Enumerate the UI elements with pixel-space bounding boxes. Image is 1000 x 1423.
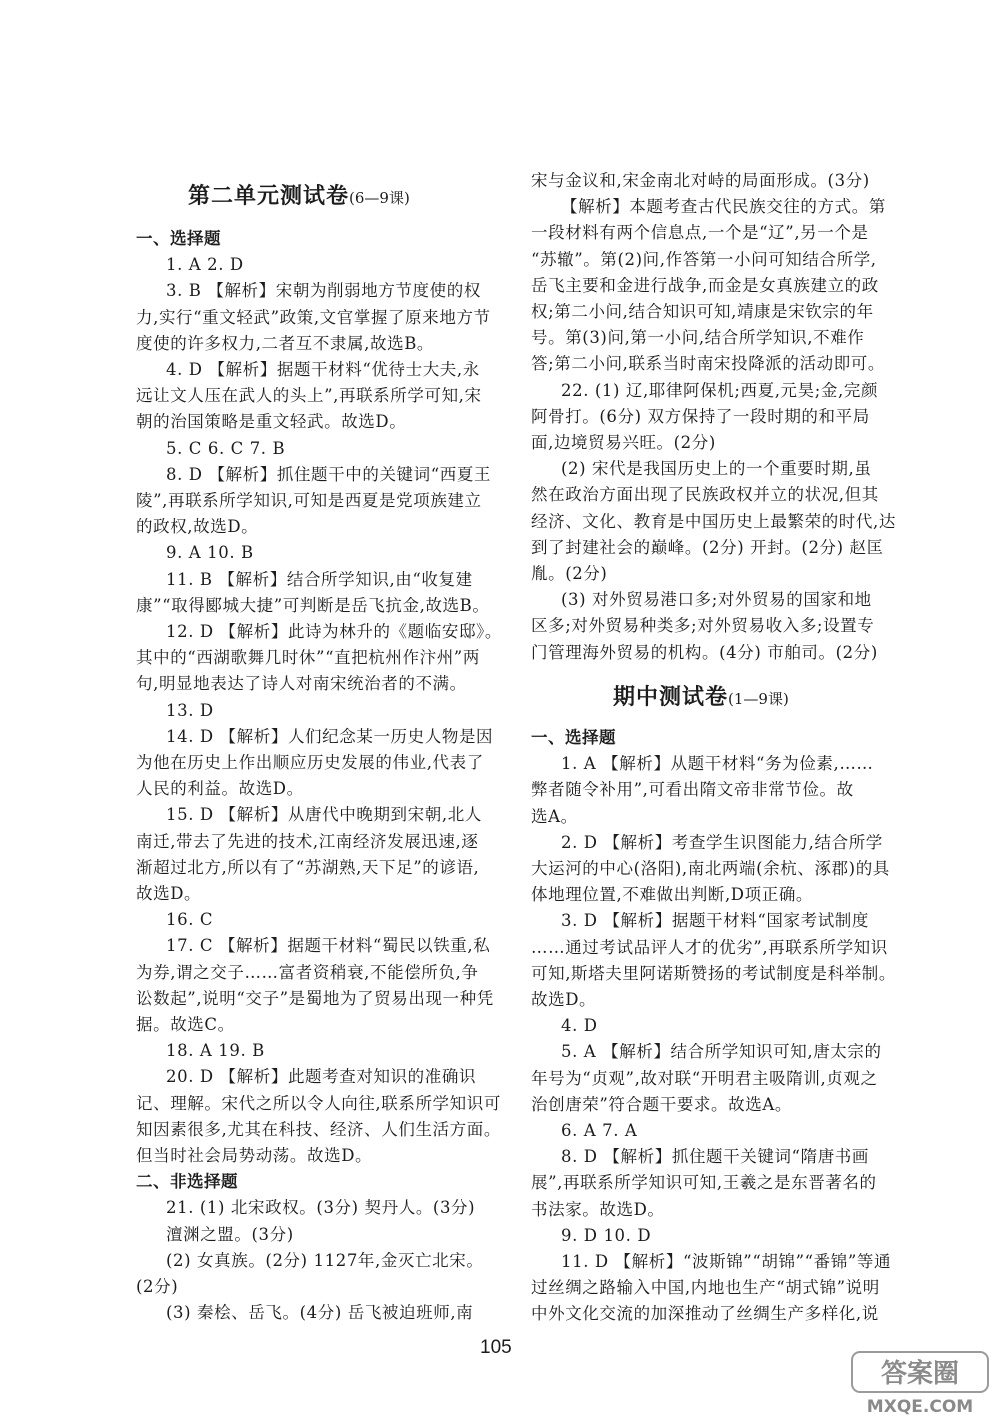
answer-line: 据。故选C。 <box>136 1015 235 1034</box>
answer-line: “苏辙”。第(2)问,作答第一小问可知结合所学, <box>531 249 877 269</box>
answer-line: (2) 女真族。(2分) 1127年,金灭亡北宋。 <box>166 1250 484 1270</box>
section-heading: 一、选择题 <box>136 229 221 248</box>
answer-line: 年号为“贞观”,故对联“开明君主吸隋训,贞观之 <box>531 1068 878 1088</box>
answer-line: 远让文人压在武人的头上”,再联系所学可知,宋 <box>136 386 482 406</box>
answer-line: 经济、文化、教育是中国历史上最繁荣的时代,达 <box>531 511 896 531</box>
answer-line: 14. D 【解析】人们纪念某一历史人物是因 <box>166 726 494 746</box>
answer-line: 号。第(3)问,第一小问,结合所学知识,不难作 <box>531 328 865 348</box>
answer-line: 权;第二小问,结合知识可知,靖康是宋钦宗的年 <box>531 302 874 321</box>
section-heading: 一、选择题 <box>531 728 616 747</box>
unit-test-title-sub: (6—9课) <box>349 189 410 207</box>
answer-line: 22. (1) 辽,耶律阿保机;西夏,元昊;金,完颜 <box>561 380 879 400</box>
answer-line: 12. D 【解析】此诗为林升的《题临安邸》。 <box>166 622 503 641</box>
watermark-top-text: 答案圈 <box>880 1359 960 1389</box>
answer-line: 18. A 19. B <box>166 1041 265 1061</box>
section-heading: 二、非选择题 <box>136 1172 238 1192</box>
answer-line: 3. D 【解析】据题干材料“国家考试制度 <box>561 911 869 931</box>
answer-line: 然在政治方面出现了民族政权并立的状况,但其 <box>531 485 879 505</box>
answer-line: 11. D 【解析】“波斯锦”“胡锦”“番锦”等通 <box>561 1252 892 1271</box>
answer-line: 中外文化交流的加深推动了丝绸生产多样化,说 <box>531 1304 879 1324</box>
answer-line: 康”“取得郾城大捷”可判断是岳飞抗金,故选B。 <box>136 595 490 615</box>
answer-line: 治创唐荣”符合题干要求。故选A。 <box>531 1094 792 1114</box>
answer-line: 陵”,再联系所学知识,可知是西夏是党项族建立 <box>136 491 482 510</box>
page-number: 105 <box>480 1337 512 1358</box>
midterm-test-title-main: 期中测试卷 <box>613 685 729 710</box>
answer-line: 宋与金议和,宋金南北对峙的局面形成。(3分) <box>531 171 870 190</box>
answer-line: 的政权,故选D。 <box>136 517 259 537</box>
answer-line: (3) 对外贸易港口多;对外贸易的国家和地 <box>561 590 872 610</box>
answer-line: 21. (1) 北宋政权。(3分) 契丹人。(3分) <box>166 1198 476 1218</box>
answer-line: 11. B 【解析】结合所学知识,由“收复建 <box>166 569 473 589</box>
answer-line: 20. D 【解析】此题考查对知识的准确识 <box>166 1067 477 1087</box>
answer-line: 答;第二小问,联系当时南宋投降派的活动即可。 <box>531 354 886 374</box>
answer-line: 故选D。 <box>531 990 597 1009</box>
answer-line: 朝的治国策略是重文轻武。故选D。 <box>136 412 407 432</box>
answer-line: 5. C 6. C 7. B <box>166 438 286 458</box>
answer-line: 一段材料有两个信息点,一个是“辽”,另一个是 <box>531 223 869 243</box>
answer-line: 16. C <box>166 910 214 930</box>
answer-line: 胤。(2分) <box>531 564 608 583</box>
answer-line: 8. D 【解析】抓住题干中的关键词“西夏王 <box>166 464 492 484</box>
answer-line: (2分) <box>136 1277 179 1296</box>
answer-line: 4. D <box>561 1016 598 1036</box>
answer-line: 弊者随令补用”,可看出隋文帝非常节俭。故 <box>531 780 854 800</box>
answer-line: 记、理解。宋代之所以令人向往,联系所学知识可 <box>136 1093 501 1113</box>
answer-line: 其中的“西湖歌舞几时休”“直把杭州作汴州”两 <box>136 648 480 668</box>
answer-line: 门管理海外贸易的机构。(4分) 市舶司。(2分) <box>531 642 878 662</box>
answer-line: 体地理位置,不难做出判断,D项正确。 <box>531 885 814 905</box>
answer-line: 9. D 10. D <box>561 1225 652 1245</box>
answer-line: 大运河的中心(洛阳),南北两端(余杭、涿郡)的具 <box>531 859 890 878</box>
answer-line: ……通过考试品评人才的优劣”,再联系所学知识 <box>531 937 888 957</box>
answer-line: 讼数起”,说明“交子”是蜀地为了贸易出现一种凭 <box>136 988 494 1008</box>
answer-line: (3) 秦桧、岳飞。(4分) 岳飞被迫班师,南 <box>166 1303 474 1323</box>
watermark-bottom-text: MXQE.COM <box>866 1397 974 1416</box>
answer-line: 【解析】本题考查古代民族交往的方式。第 <box>561 197 886 217</box>
unit-test-title-main: 第二单元测试卷 <box>188 184 350 209</box>
unit-test-title <box>188 182 410 213</box>
answer-line: 度使的许多权力,二者互不隶属,故选B。 <box>136 333 435 353</box>
answer-line: 南迁,带去了先进的技术,江南经济发展迅速,逐 <box>136 831 479 851</box>
answer-line: 知因素很多,尤其在科技、经济、人们生活方面。 <box>136 1119 501 1139</box>
answer-line: 为券,谓之交子……富者资稍衰,不能偿所负,争 <box>136 962 479 982</box>
answer-line: 8. D 【解析】抓住题干关键词“隋唐书画 <box>561 1147 869 1167</box>
answer-line: 2. D 【解析】考查学生识图能力,结合所学 <box>561 832 883 852</box>
answer-line: 6. A 7. A <box>561 1121 638 1140</box>
answer-line: 书法家。故选D。 <box>531 1199 665 1219</box>
answer-line: 4. D 【解析】据题干材料“优待士大夫,永 <box>166 360 480 379</box>
answer-line: (2) 宋代是我国历史上的一个重要时期,虽 <box>561 459 872 479</box>
answer-line: 17. C 【解析】据题干材料“蜀民以铁重,私 <box>166 936 491 956</box>
watermark-logo <box>850 1350 990 1416</box>
answer-line: 区多;对外贸易种类多;对外贸易收入多;设置专 <box>531 616 875 636</box>
answer-line: 澶渊之盟。(3分) <box>166 1224 294 1244</box>
answer-line: 展”,再联系所学知识可知,王羲之是东晋著名的 <box>531 1173 877 1193</box>
answer-line: 岳飞主要和金进行战争,而金是女真族建立的政 <box>531 275 879 295</box>
answer-line: 句,明显地表达了诗人对南宋统治者的不满。 <box>136 674 467 694</box>
answer-line: 人民的利益。故选D。 <box>136 779 304 799</box>
answer-line: 过丝绸之路输入中国,内地也生产“胡式锦”说明 <box>531 1278 880 1298</box>
answer-line: 13. D <box>166 700 214 720</box>
answer-line: 但当时社会局势动荡。故选D。 <box>136 1146 373 1165</box>
answer-line: 面,边境贸易兴旺。(2分) <box>531 433 716 452</box>
answer-line: 阿骨打。(6分) 双方保持了一段时期的和平局 <box>531 406 870 426</box>
answer-line: 3. B 【解析】宋朝为削弱地方节度使的权 <box>166 281 481 301</box>
answer-line: 渐超过北方,所以有了“苏湖熟,天下足”的谚语, <box>136 857 480 877</box>
answer-line: 5. A 【解析】结合所学知识可知,唐太宗的 <box>561 1042 882 1062</box>
answer-line: 选A。 <box>531 806 578 826</box>
answer-line: 为他在历史上作出顺应历史发展的伟业,代表了 <box>136 753 484 772</box>
midterm-test-title-sub: (1—9课) <box>728 690 789 708</box>
midterm-test-title <box>613 683 789 714</box>
answer-line: 1. A 【解析】从题干材料“务为俭素,…… <box>561 754 874 774</box>
answer-line: 故选D。 <box>136 884 202 903</box>
answer-line: 到了封建社会的巅峰。(2分) 开封。(2分) 赵匡 <box>531 537 884 557</box>
answer-line: 可知,斯塔夫里阿诺斯赞扬的考试制度是科举制。 <box>531 963 896 983</box>
answer-line: 9. A 10. B <box>166 543 254 563</box>
answer-line: 15. D 【解析】从唐代中晚期到宋朝,北人 <box>166 805 482 825</box>
answer-line: 1. A 2. D <box>166 255 244 275</box>
answer-line: 力,实行“重文轻武”政策,文官掌握了原来地方节 <box>136 307 491 327</box>
